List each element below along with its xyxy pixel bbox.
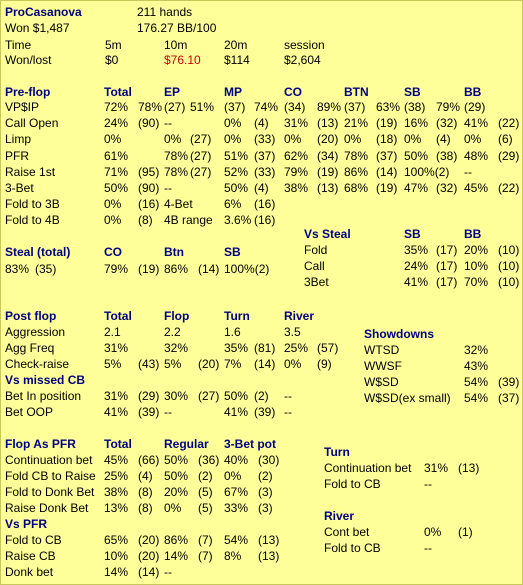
preflop-cell: (6): [498, 132, 513, 146]
vs-pfr-title: Vs PFR: [5, 517, 48, 531]
preflop-cell: (34): [317, 149, 339, 163]
postflop-cell: 5%: [164, 357, 182, 371]
vs-steal-cell: 41%: [404, 275, 429, 289]
steal-header: CO: [104, 245, 122, 259]
preflop-cell: 0%: [224, 116, 242, 130]
time-header: 20m: [224, 38, 248, 52]
showdown-value: 32%: [464, 343, 489, 357]
bb-per-100: 176.27 BB/100: [137, 21, 217, 35]
vs-missed-cell: (29): [138, 389, 160, 403]
preflop-cell: (90): [138, 116, 160, 130]
preflop-cell: --: [464, 165, 472, 179]
preflop-cell: (29): [498, 149, 520, 163]
preflop-cell: 63%: [376, 100, 401, 114]
vs-missed-cell: (2): [254, 389, 269, 403]
preflop-cell: (37): [344, 100, 366, 114]
steal-total-n: (35): [35, 262, 57, 276]
steal-value: 86%: [164, 262, 189, 276]
preflop-cell: (33): [254, 132, 276, 146]
preflop-cell: 0%: [404, 132, 422, 146]
steal-header: SB: [224, 245, 241, 259]
flop-as-pfr-cell: (2): [258, 469, 273, 483]
preflop-cell: 61%: [104, 149, 129, 163]
time-header: 10m: [164, 38, 188, 52]
showdown-label: W$SD: [364, 375, 399, 389]
preflop-cell: 0%: [224, 132, 242, 146]
preflop-cell: (16): [138, 197, 160, 211]
preflop-header: CO: [284, 85, 302, 99]
preflop-cell: (22): [498, 181, 520, 195]
flop-as-pfr-row-label: Fold to Donk Bet: [5, 485, 95, 499]
preflop-cell: 16%: [404, 116, 429, 130]
time-header: Time: [5, 38, 32, 52]
vs-steal-cell: 24%: [404, 259, 429, 273]
vs-missed-cb-title: Vs missed CB: [5, 373, 86, 387]
postflop-row-label: Agg Freq: [5, 341, 55, 355]
preflop-cell: (16): [254, 213, 276, 227]
preflop-cell: (4): [254, 116, 269, 130]
flop-as-pfr-cell: 20%: [164, 485, 189, 499]
flop-as-pfr-row-label: Continuation bet: [5, 453, 93, 467]
postflop-row-label: Check-raise: [5, 357, 70, 371]
postflop-cell: 2.2: [164, 325, 181, 339]
wonlost-value: $76.10: [164, 53, 201, 67]
vs-missed-cell: 31%: [104, 389, 129, 403]
postflop-header: Total: [104, 309, 132, 323]
flop-as-pfr-cell: (3): [258, 501, 273, 515]
preflop-cell: (37): [224, 100, 246, 114]
turn-title: Turn: [324, 445, 350, 459]
showdown-label: WTSD: [364, 343, 400, 357]
vs-missed-cell: 41%: [224, 405, 249, 419]
vs-pfr-cell: 10%: [104, 549, 129, 563]
wonlost-value: $114: [224, 53, 250, 67]
preflop-header: SB: [404, 85, 421, 99]
hands-count: 211 hands: [137, 5, 193, 19]
preflop-cell: (27): [190, 149, 212, 163]
postflop-cell: 35%: [224, 341, 249, 355]
flop-as-pfr-cell: (3): [258, 485, 273, 499]
vs-steal-cell: (17): [436, 259, 458, 273]
flop-as-pfr-cell: 45%: [104, 453, 129, 467]
preflop-cell: 41%: [464, 116, 489, 130]
vs-missed-cell: 30%: [164, 389, 189, 403]
flop-as-pfr-row-label: Raise Donk Bet: [5, 501, 89, 515]
preflop-cell: (32): [436, 181, 458, 195]
preflop-cell: (22): [498, 116, 520, 130]
vs-missed-cell: --: [284, 389, 292, 403]
postflop-cell: (14): [254, 357, 276, 371]
steal-title: Steal (total): [5, 245, 71, 259]
postflop-cell: 5%: [104, 357, 122, 371]
flop-as-pfr-cell: 67%: [224, 485, 249, 499]
preflop-cell: 21%: [344, 116, 369, 130]
postflop-cell: 31%: [104, 341, 129, 355]
preflop-cell: 0%: [104, 132, 122, 146]
flop-as-pfr-cell: (8): [138, 501, 153, 515]
postflop-cell: 25%: [284, 341, 309, 355]
vs-pfr-cell: (7): [198, 549, 213, 563]
vs-steal-cell: (10): [498, 243, 520, 257]
vs-pfr-cell: (13): [258, 533, 280, 547]
preflop-cell: 4-Bet: [164, 197, 193, 211]
postflop-header: Flop: [164, 309, 190, 323]
vs-steal-row-label: Call: [304, 259, 325, 273]
preflop-cell: 52%: [224, 165, 249, 179]
vs-missed-cell: 50%: [224, 389, 249, 403]
preflop-cell: 4B range: [164, 213, 213, 227]
preflop-cell: 47%: [404, 181, 429, 195]
preflop-cell: (13): [317, 181, 339, 195]
preflop-cell: 24%: [104, 116, 129, 130]
vs-pfr-row-label: Donk bet: [5, 565, 54, 579]
preflop-cell: 50%: [224, 181, 249, 195]
preflop-cell: 100%(2): [404, 165, 450, 179]
flop-as-pfr-title: Flop As PFR: [5, 437, 76, 451]
preflop-cell: 78%: [164, 165, 189, 179]
preflop-cell: (20): [317, 132, 339, 146]
player-name: ProCasanova: [5, 5, 82, 19]
preflop-cell: 6%: [224, 197, 242, 211]
preflop-row-label: PFR: [5, 149, 29, 163]
vs-pfr-cell: (20): [138, 549, 160, 563]
preflop-cell: (27): [190, 165, 212, 179]
preflop-cell: 0%: [104, 213, 122, 227]
flop-as-pfr-cell: 0%: [164, 501, 182, 515]
preflop-cell: (32): [436, 116, 458, 130]
vs-steal-cell: 35%: [404, 243, 429, 257]
vs-pfr-cell: 8%: [224, 549, 242, 563]
preflop-row-label: Limp: [5, 132, 32, 146]
turn-row-label: Fold to CB: [324, 477, 381, 491]
turn-count: (13): [458, 461, 480, 475]
wonlost-label: Won/lost: [5, 53, 52, 67]
showdown-count: (39): [498, 375, 520, 389]
preflop-row-label: Call Open: [5, 116, 59, 130]
preflop-cell: (19): [376, 116, 398, 130]
preflop-cell: 0%: [104, 197, 122, 211]
postflop-cell: 3.5: [284, 325, 301, 339]
vs-pfr-cell: (14): [138, 565, 160, 579]
vs-steal-cell: 20%: [464, 243, 489, 257]
preflop-header: BTN: [344, 85, 369, 99]
vs-pfr-row-label: Raise CB: [5, 549, 56, 563]
vs-missed-row-label: Bet In position: [5, 389, 82, 403]
river-row-label: Cont bet: [324, 525, 370, 539]
preflop-cell: 78%: [138, 100, 163, 114]
steal-value: 100%(2): [224, 262, 270, 276]
postflop-header: River: [284, 309, 315, 323]
vs-steal-cell: 70%: [464, 275, 489, 289]
vs-steal-cell: (17): [436, 243, 458, 257]
flop-as-pfr-cell: (8): [138, 485, 153, 499]
preflop-cell: (14): [376, 165, 398, 179]
preflop-cell: (95): [138, 165, 160, 179]
preflop-cell: 72%: [104, 100, 129, 114]
vs-steal-row-label: Fold: [304, 243, 328, 257]
preflop-cell: 51%: [190, 100, 215, 114]
preflop-header: MP: [224, 85, 242, 99]
preflop-cell: 38%: [284, 181, 309, 195]
preflop-cell: 86%: [344, 165, 369, 179]
postflop-cell: 7%: [224, 357, 242, 371]
preflop-cell: (29): [464, 100, 486, 114]
preflop-row-label: VP$IP: [5, 100, 40, 114]
steal-header: Btn: [164, 245, 184, 259]
vs-pfr-row-label: Fold to CB: [5, 533, 62, 547]
flop-as-pfr-cell: 40%: [224, 453, 249, 467]
preflop-cell: 79%: [284, 165, 309, 179]
vs-missed-cell: (39): [138, 405, 160, 419]
preflop-cell: (18): [376, 132, 398, 146]
preflop-cell: --: [164, 116, 172, 130]
preflop-header: Total: [104, 85, 132, 99]
postflop-cell: (81): [254, 341, 276, 355]
vs-missed-cell: 41%: [104, 405, 129, 419]
time-header: session: [284, 38, 325, 52]
preflop-cell: (4): [436, 132, 451, 146]
preflop-cell: 45%: [464, 181, 489, 195]
flop-as-pfr-cell: 33%: [224, 501, 249, 515]
preflop-cell: 0%: [284, 132, 302, 146]
flop-as-pfr-cell: 38%: [104, 485, 129, 499]
vs-pfr-cell: (7): [198, 533, 213, 547]
preflop-cell: 3.6%: [224, 213, 252, 227]
preflop-row-label: Raise 1st: [5, 165, 56, 179]
showdown-count: (37): [498, 391, 520, 405]
preflop-row-label: 3-Bet: [5, 181, 34, 195]
preflop-cell: 0%: [164, 132, 182, 146]
vs-pfr-cell: (13): [258, 549, 280, 563]
vs-pfr-cell: 14%: [164, 549, 189, 563]
flop-as-pfr-cell: 25%: [104, 469, 129, 483]
preflop-cell: (4): [254, 181, 269, 195]
flop-as-pfr-row-label: Fold CB to Raise: [5, 469, 96, 483]
flop-as-pfr-cell: 13%: [104, 501, 129, 515]
preflop-cell: (13): [317, 116, 339, 130]
preflop-cell: (38): [404, 100, 426, 114]
preflop-cell: 0%: [464, 132, 482, 146]
vs-steal-cell: (10): [498, 275, 520, 289]
showdown-value: 54%: [464, 375, 489, 389]
river-value: 0%: [424, 525, 442, 539]
vs-missed-cell: --: [284, 405, 292, 419]
steal-value: (19): [138, 262, 160, 276]
preflop-cell: (37): [254, 149, 276, 163]
time-header: 5m: [105, 38, 122, 52]
showdown-label: WWSF: [364, 359, 402, 373]
flop-as-pfr-cell: 0%: [224, 469, 242, 483]
steal-value: (14): [198, 262, 220, 276]
showdown-label: W$SD(ex small): [364, 391, 451, 405]
preflop-cell: 74%: [254, 100, 279, 114]
preflop-cell: (27): [190, 132, 212, 146]
vs-steal-header: BB: [464, 227, 482, 241]
vs-steal-title: Vs Steal: [304, 227, 351, 241]
won-amount: Won $1,487: [5, 21, 70, 35]
preflop-cell: (19): [376, 181, 398, 195]
showdowns-title: Showdowns: [364, 327, 434, 341]
preflop-cell: 68%: [344, 181, 369, 195]
preflop-cell: 50%: [404, 149, 429, 163]
preflop-cell: (19): [317, 165, 339, 179]
preflop-cell: 78%: [344, 149, 369, 163]
postflop-cell: (57): [317, 341, 339, 355]
vs-missed-cell: (39): [254, 405, 276, 419]
preflop-cell: 89%: [317, 100, 342, 114]
preflop-cell: (27): [164, 100, 186, 114]
river-row-label: Fold to CB: [324, 541, 381, 555]
flop-as-pfr-cell: (2): [198, 469, 213, 483]
vs-missed-cell: --: [164, 405, 172, 419]
steal-value: 79%: [104, 262, 129, 276]
preflop-cell: --: [164, 181, 172, 195]
preflop-cell: 50%: [104, 181, 129, 195]
postflop-cell: (43): [138, 357, 160, 371]
vs-pfr-cell: 14%: [104, 565, 129, 579]
postflop-cell: 32%: [164, 341, 189, 355]
flop-as-pfr-cell: 50%: [164, 469, 189, 483]
river-title: River: [324, 509, 355, 523]
postflop-cell: (9): [317, 357, 332, 371]
preflop-cell: (8): [138, 213, 153, 227]
flop-as-pfr-cell: (5): [198, 485, 213, 499]
turn-value: 31%: [424, 461, 449, 475]
preflop-cell: (34): [284, 100, 306, 114]
flop-as-pfr-cell: (36): [198, 453, 220, 467]
postflop-cell: 2.1: [104, 325, 121, 339]
vs-pfr-cell: 54%: [224, 533, 249, 547]
preflop-title: Pre-flop: [5, 85, 51, 99]
wonlost-value: $2,604: [284, 53, 321, 67]
preflop-cell: (37): [376, 149, 398, 163]
vs-pfr-cell: 65%: [104, 533, 129, 547]
vs-pfr-cell: --: [164, 565, 172, 579]
preflop-cell: 51%: [224, 149, 249, 163]
steal-total: 83%: [5, 262, 30, 276]
preflop-cell: (33): [254, 165, 276, 179]
river-count: (1): [458, 525, 473, 539]
flop-as-pfr-cell: 50%: [164, 453, 189, 467]
flop-as-pfr-header: Regular: [164, 437, 209, 451]
postflop-row-label: Aggression: [5, 325, 66, 339]
postflop-title: Post flop: [5, 309, 57, 323]
preflop-cell: 79%: [436, 100, 461, 114]
flop-as-pfr-header: 3-Bet pot: [224, 437, 276, 451]
turn-value: --: [424, 477, 432, 491]
postflop-cell: 1.6: [224, 325, 241, 339]
river-value: --: [424, 541, 432, 555]
vs-steal-cell: 10%: [464, 259, 489, 273]
turn-row-label: Continuation bet: [324, 461, 412, 475]
preflop-cell: 31%: [284, 116, 309, 130]
vs-missed-cell: (27): [198, 389, 220, 403]
preflop-cell: 0%: [344, 132, 362, 146]
flop-as-pfr-cell: (30): [258, 453, 280, 467]
flop-as-pfr-cell: (5): [198, 501, 213, 515]
preflop-cell: 78%: [164, 149, 189, 163]
flop-as-pfr-cell: (4): [138, 469, 153, 483]
postflop-header: Turn: [224, 309, 250, 323]
preflop-cell: 71%: [104, 165, 129, 179]
vs-steal-cell: (17): [436, 275, 458, 289]
showdown-value: 54%: [464, 391, 489, 405]
vs-missed-row-label: Bet OOP: [5, 405, 54, 419]
flop-as-pfr-header: Total: [104, 437, 132, 451]
preflop-row-label: Fold to 4B: [5, 213, 60, 227]
preflop-cell: 62%: [284, 149, 309, 163]
showdown-value: 43%: [464, 359, 489, 373]
preflop-cell: (16): [254, 197, 276, 211]
preflop-cell: (38): [436, 149, 458, 163]
preflop-header: BB: [464, 85, 482, 99]
preflop-cell: 48%: [464, 149, 489, 163]
vs-steal-header: SB: [404, 227, 421, 241]
vs-pfr-cell: 86%: [164, 533, 189, 547]
preflop-row-label: Fold to 3B: [5, 197, 60, 211]
vs-steal-cell: (10): [498, 259, 520, 273]
preflop-header: EP: [164, 85, 181, 99]
wonlost-value: $0: [105, 53, 119, 67]
postflop-cell: 0%: [284, 357, 302, 371]
vs-pfr-cell: (20): [138, 533, 160, 547]
preflop-cell: (90): [138, 181, 160, 195]
vs-steal-row-label: 3Bet: [304, 275, 329, 289]
postflop-cell: (20): [198, 357, 220, 371]
flop-as-pfr-cell: (66): [138, 453, 160, 467]
